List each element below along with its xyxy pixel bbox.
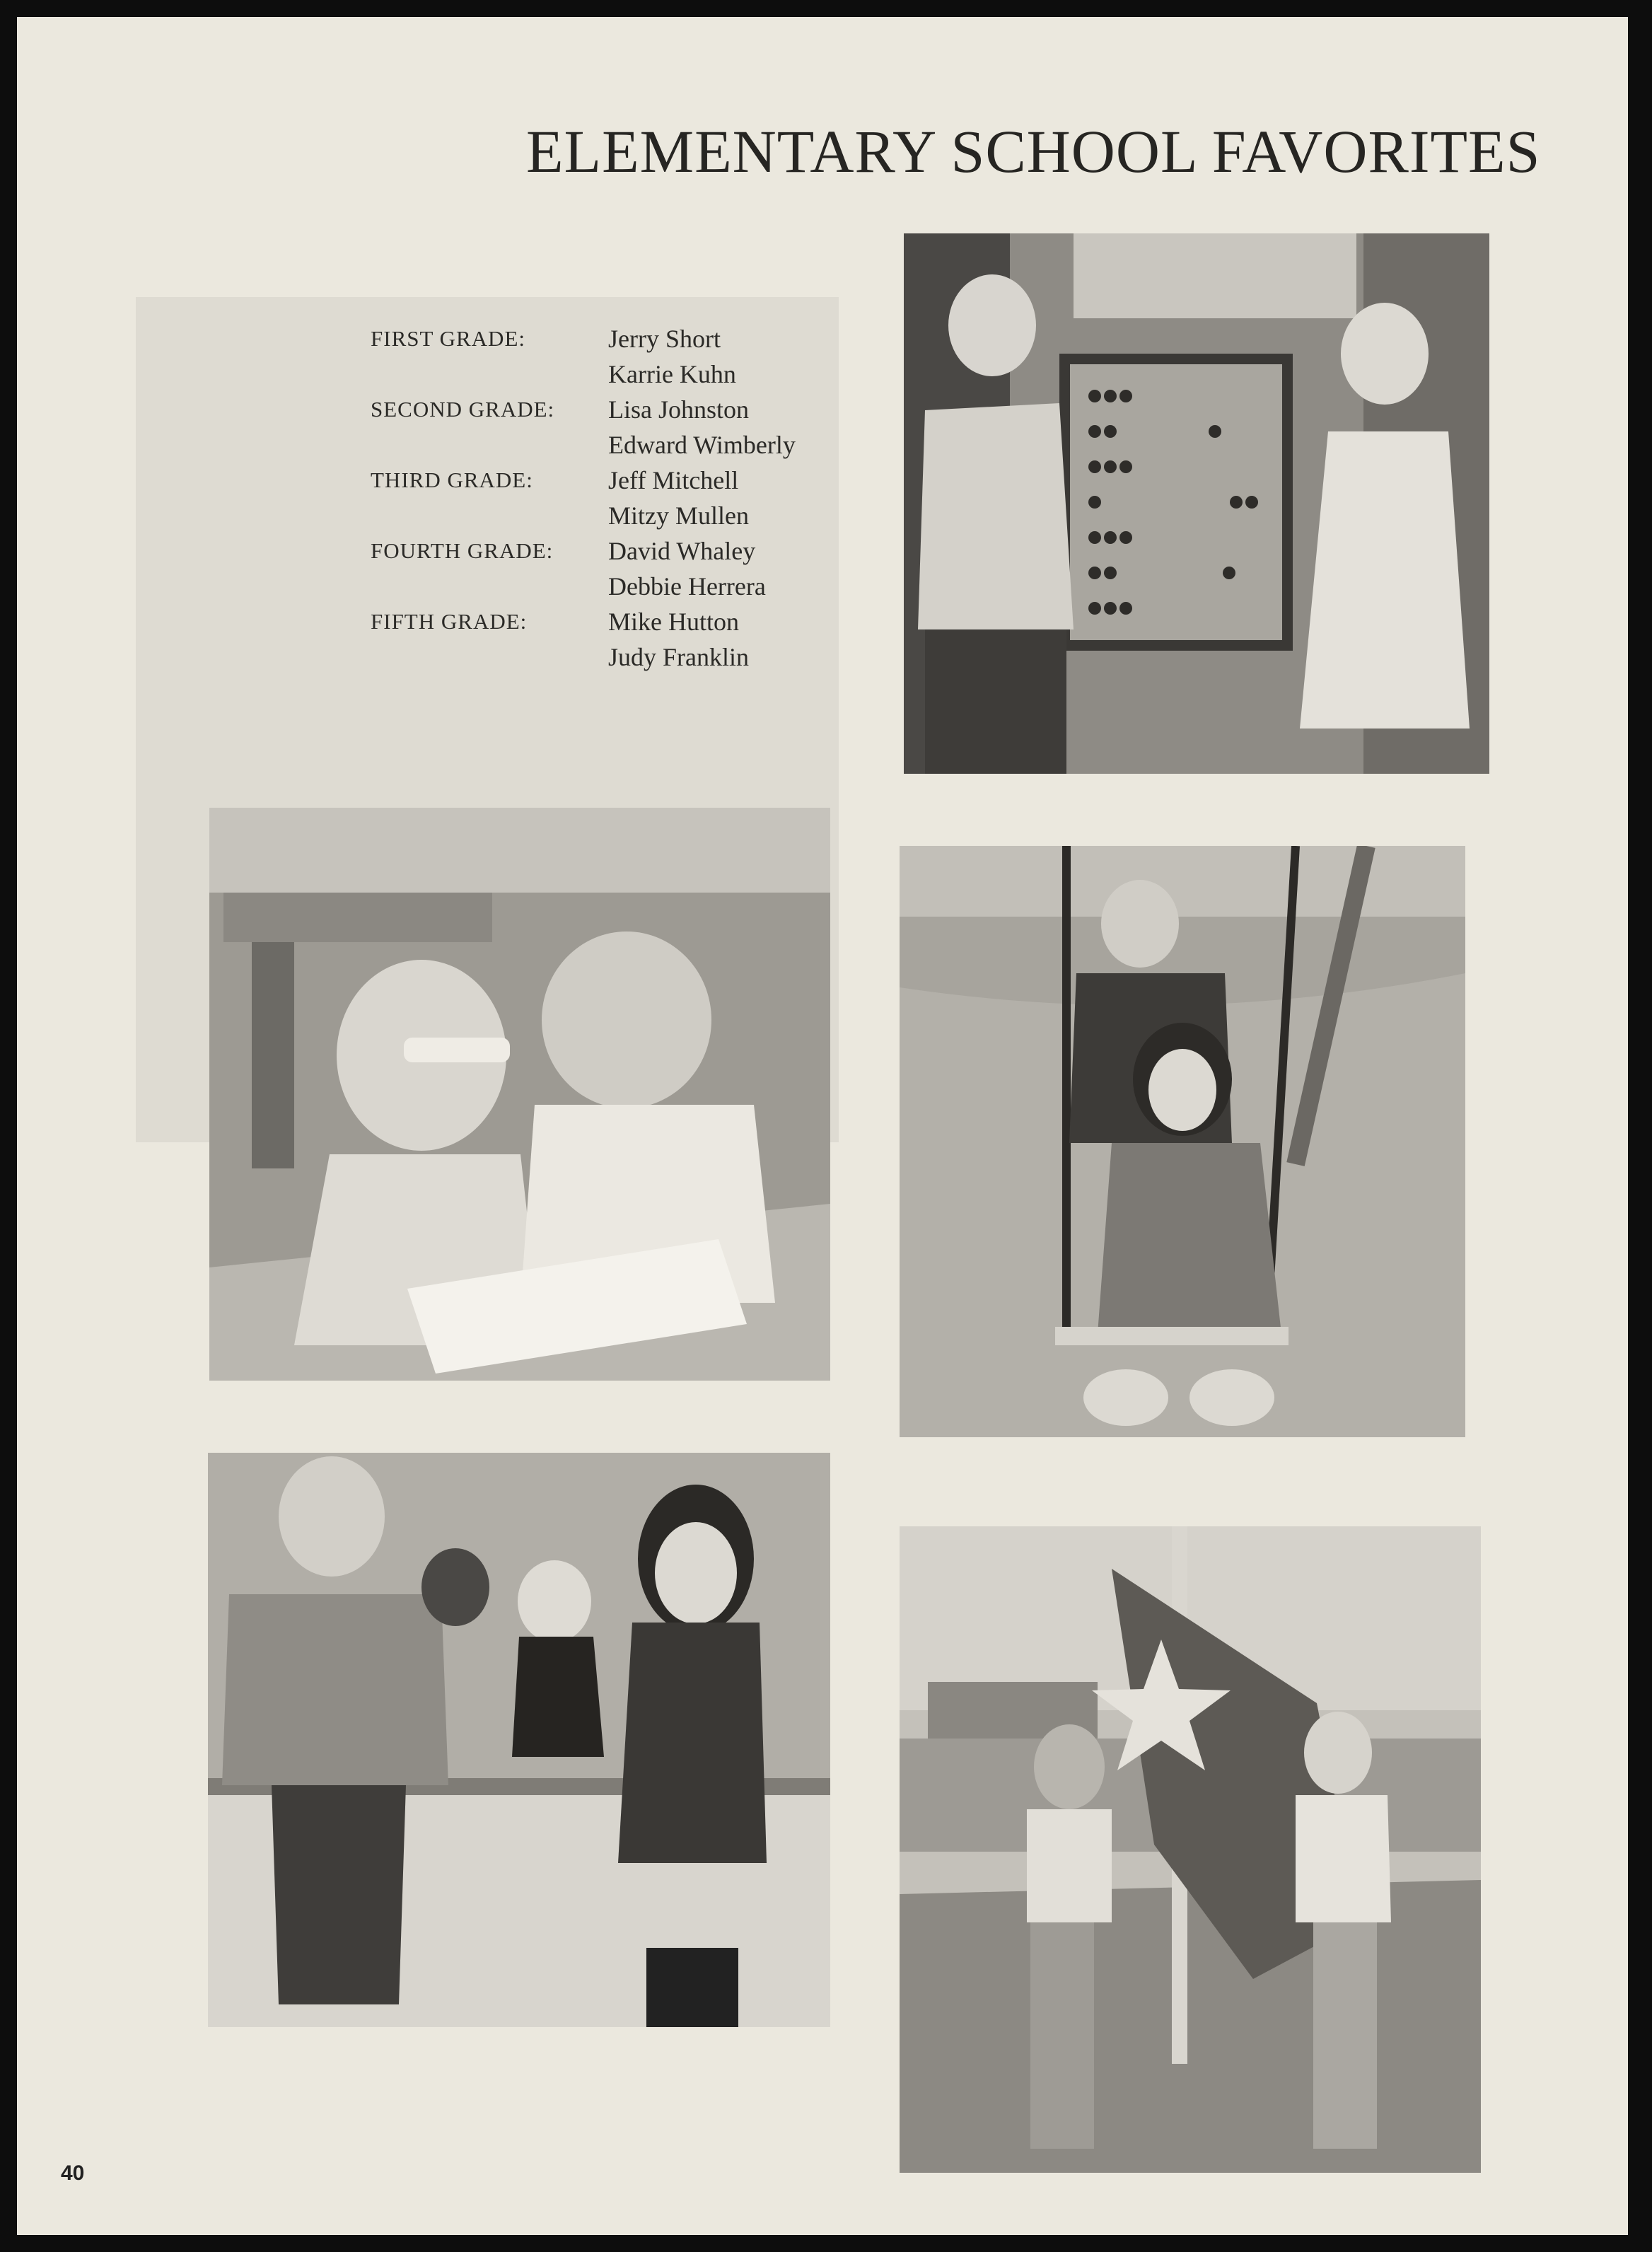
- photo-flag: [900, 1526, 1481, 2173]
- student-name: Mike Hutton: [608, 608, 739, 636]
- grade-label: THIRD GRADE:: [371, 468, 533, 492]
- student-name: Judy Franklin: [608, 643, 750, 671]
- student-name: Lisa Johnston: [608, 395, 750, 424]
- photo-abacus: [904, 233, 1489, 774]
- student-name: Karrie Kuhn: [608, 360, 736, 388]
- grade-label: FOURTH GRADE:: [371, 538, 554, 563]
- student-name: Jeff Mitchell: [608, 466, 739, 494]
- student-name: Edward Wimberly: [608, 431, 796, 459]
- student-name: Debbie Herrera: [608, 572, 766, 600]
- yearbook-page: [17, 17, 1628, 2235]
- photo-swing: [900, 846, 1465, 1437]
- grade-label: FIRST GRADE:: [371, 326, 525, 351]
- student-name: David Whaley: [608, 537, 756, 565]
- student-name: Jerry Short: [608, 325, 721, 353]
- page-number: 40: [61, 2161, 85, 2185]
- photo-puppets-image: [208, 1453, 830, 2027]
- photo-swing-image: [900, 846, 1465, 1437]
- grade-label: SECOND GRADE:: [371, 397, 555, 422]
- photo-reading-image: [209, 808, 830, 1381]
- photo-puppets: [208, 1453, 830, 2027]
- student-name: Mitzy Mullen: [608, 501, 749, 530]
- photo-reading: [209, 808, 830, 1381]
- page-title: ELEMENTARY SCHOOL FAVORITES: [526, 117, 1541, 185]
- photo-abacus-image: [904, 233, 1489, 774]
- grade-label: FIFTH GRADE:: [371, 609, 528, 634]
- photo-flag-image: [900, 1526, 1481, 2173]
